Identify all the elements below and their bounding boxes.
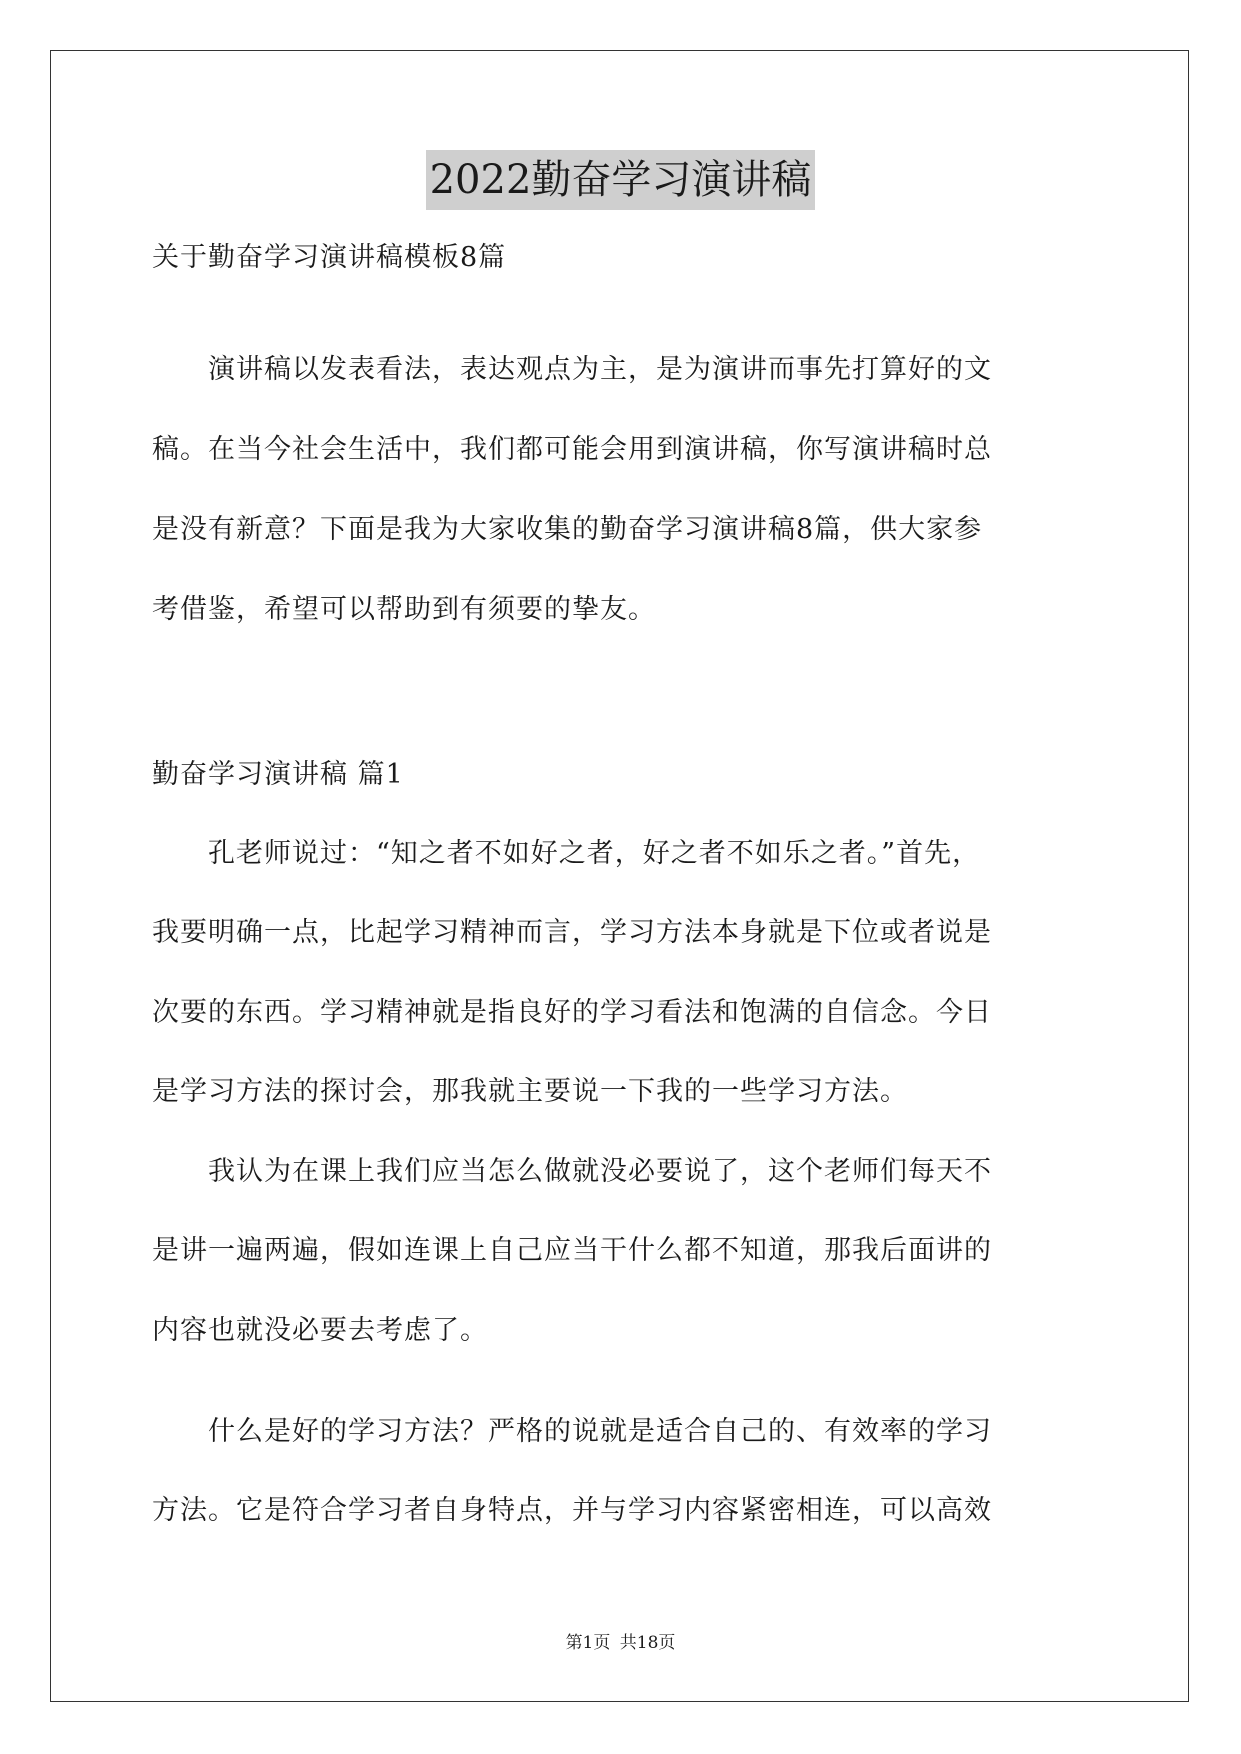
body-line: 内容也就没必要去考虑了。 — [152, 1315, 488, 1346]
page-border — [50, 50, 1189, 1702]
subtitle-line: 关于勤奋学习演讲稿模板8篇 — [152, 242, 507, 273]
title-container — [0, 150, 1241, 210]
body-line: 我要明确一点，比起学习精神而言，学习方法本身就是下位或者说是 — [152, 917, 992, 948]
body-line: 稿。在当今社会生活中，我们都可能会用到演讲稿，你写演讲稿时总 — [152, 434, 992, 465]
body-line: 我认为在课上我们应当怎么做就没必要说了，这个老师们每天不 — [152, 1156, 992, 1187]
body-line: 是没有新意？下面是我为大家收集的勤奋学习演讲稿8篇，供大家参 — [152, 514, 983, 545]
page-total: 共18页 — [619, 1633, 676, 1653]
body-line: 是学习方法的探讨会，那我就主要说一下我的一些学习方法。 — [152, 1076, 908, 1107]
body-line: 演讲稿以发表看法，表达观点为主，是为演讲而事先打算好的文 — [152, 354, 992, 385]
page-footer — [0, 1628, 1241, 1653]
body-line: 方法。它是符合学习者自身特点，并与学习内容紧密相连，可以高效 — [152, 1495, 992, 1526]
body-line: 次要的东西。学习精神就是指良好的学习看法和饱满的自信念。今日 — [152, 997, 992, 1028]
body-line: 孔老师说过：“知之者不如好之者，好之者不如乐之者。”首先， — [152, 838, 981, 869]
body-line: 是讲一遍两遍，假如连课上自己应当干什么都不知道，那我后面讲的 — [152, 1235, 992, 1266]
document-title: 2022勤奋学习演讲稿 — [426, 150, 816, 210]
section-heading: 勤奋学习演讲稿 篇1 — [152, 759, 404, 790]
page-number: 第1页 — [565, 1633, 611, 1653]
body-line: 考借鉴，希望可以帮助到有须要的挚友。 — [152, 594, 656, 625]
body-line: 什么是好的学习方法？严格的说就是适合自己的、有效率的学习 — [152, 1416, 992, 1447]
